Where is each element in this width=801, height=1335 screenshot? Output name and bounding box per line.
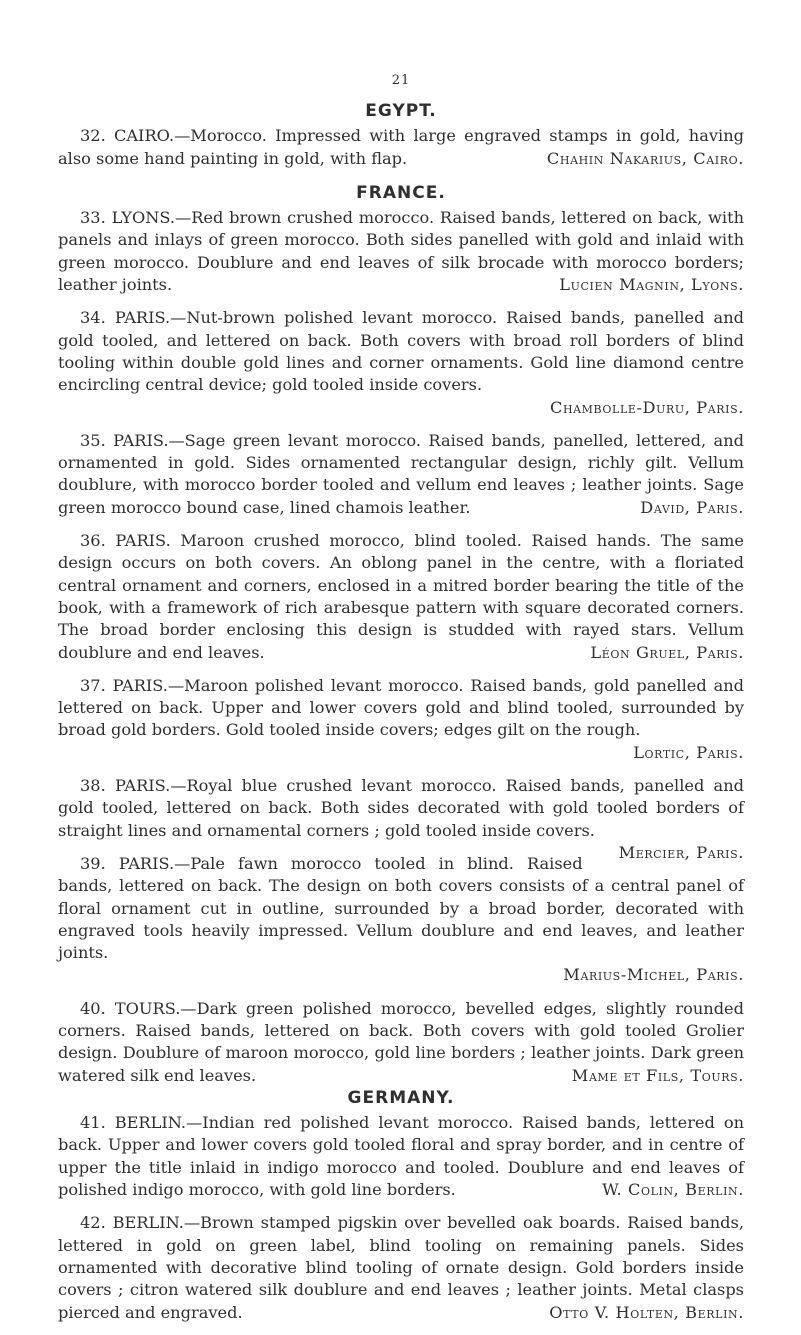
- entry-attribution: Chahin Nakarius, Cairo.: [546, 148, 744, 168]
- section-heading-france: FRANCE.: [356, 182, 446, 203]
- entry-attribution: Mercier, Paris.: [618, 842, 744, 862]
- entry-attribution: Lucien Magnin, Lyons.: [559, 275, 744, 295]
- catalogue-entry-37: [58, 675, 744, 764]
- catalogue-entry-33: [58, 207, 744, 296]
- entry-attribution: David, Paris.: [640, 497, 744, 517]
- entry-number: 40.: [80, 998, 106, 1018]
- entry-number: 34.: [80, 308, 106, 328]
- entry-attribution: Lortic, Paris.: [633, 742, 744, 762]
- catalogue-entry-40: [58, 998, 744, 1087]
- entry-text: PARIS.—Sage green levant morocco. Raised bands, panelled, lettered, and ornamented in gold. Sides ornamented rectangular design, richly gilt. Vellum doublure, with morocco border tooled and vellum end leaves ; leather joints. Sage green morocco bound case, lined chamois leather.: [58, 430, 744, 517]
- entry-attribution: Chambolle-Duru, Paris.: [549, 397, 744, 417]
- entry-number: 36.: [80, 531, 106, 551]
- entry-attribution: Léon Gruel, Paris.: [590, 642, 744, 662]
- entry-number: 35.: [80, 430, 106, 450]
- entry-attribution: W. Colin, Berlin.: [602, 1180, 744, 1200]
- catalogue-entry-42: [58, 1212, 744, 1323]
- entry-number: 42.: [80, 1213, 106, 1233]
- entry-text: CAIRO.—Morocco. Impressed with large engraved stamps in gold, having also some hand painting in gold, with flap.: [58, 126, 744, 168]
- catalogue-entry-39: [58, 853, 744, 987]
- entry-number: 37.: [80, 675, 106, 695]
- entry-number: 38.: [80, 776, 106, 796]
- entry-number: 32.: [80, 126, 106, 146]
- entry-attribution: Mame et Fils, Tours.: [571, 1065, 744, 1085]
- entry-number: 39.: [80, 853, 106, 873]
- catalogue-entry-38: [58, 775, 744, 862]
- entry-text: PARIS.—Maroon polished levant morocco. Raised bands, gold panelled and lettered on back. Upper and lower covers gold and blind tooled, surrounded by broad gold borders. Gold tooled inside covers; edges gilt on the rough.: [58, 675, 745, 740]
- entry-text: PARIS. Maroon crushed morocco, blind tooled. Raised hands. The same design occurs on both covers. An oblong panel in the centre, with a floriated central ornament and corners, enclosed in a mitred border bearing the title of the book, with a framework of rich arabesque pattern with square decorated corners. The broad border enclosing this design is studded with rayed stars. Vellum doublure and end leaves.: [58, 531, 744, 662]
- entry-text: BERLIN.—Brown stamped pigskin over bevelled oak boards. Raised bands, lettered in gold on green label, blind tooling on remaining panels. Sides ornamented with decorative blind tooling of ornate design. Gold borders inside covers ; citron watered silk doublure and end leaves ; leather joints. Metal clasps pierced and engraved.: [58, 1213, 744, 1322]
- catalogue-entry-32: [58, 125, 744, 170]
- catalogue-entry-35: [58, 430, 744, 519]
- catalogue-entry-34: [58, 307, 744, 418]
- entry-text: BERLIN.—Indian red polished levant morocco. Raised bands, lettered on back. Upper and lower covers gold tooled floral and spray border, and in centre of upper the title inlaid in indigo morocco and tooled. Doublure and end leaves of polished indigo morocco, with gold line borders.: [58, 1113, 745, 1200]
- document-page: [58, 0, 744, 1335]
- catalogue-entry-36: [58, 530, 744, 664]
- entry-text: TOURS.—Dark green polished morocco, bevelled edges, slightly rounded corners. Raised bands, lettered on back. Both covers with gold tooled Grolier design. Doublure of maroon morocco, gold line borders ; leather joints. Dark green watered silk end leaves.: [58, 998, 744, 1085]
- entry-text: PARIS.—Pale fawn morocco tooled in blind. Raised bands, lettered on back. The design on both covers consists of a central panel of floral ornament cut in outline, surrounded by a broad border, decorated with engraved tools heavily impressed. Vellum doublure and end leaves, and leather joints.: [58, 853, 744, 963]
- catalogue-entry-41: [58, 1112, 744, 1201]
- entry-number: 41.: [80, 1113, 106, 1133]
- entry-number: 33.: [80, 208, 106, 228]
- section-heading-germany: GERMANY.: [347, 1087, 455, 1108]
- entry-text: PARIS.—Royal blue crushed levant morocco. Raised bands, panelled and gold tooled, lettered on back. Both sides decorated with gold tooled borders of straight lines and ornamental corners ; gold tooled inside covers.: [58, 776, 744, 840]
- entry-attribution: Marius-Michel, Paris.: [563, 965, 744, 985]
- section-heading-egypt: EGYPT.: [365, 101, 437, 121]
- entry-text: LYONS.—Red brown crushed morocco. Raised bands, lettered on back, with panels and inlays of green morocco. Both sides panelled with gold and inlaid with green morocco. Doublure and end leaves of silk brocade with morocco borders; leather joints.: [58, 208, 744, 295]
- page-number: 21: [391, 73, 411, 88]
- entry-attribution: Otto V. Holten, Berlin.: [549, 1302, 744, 1322]
- entry-text: PARIS.—Nut-brown polished levant morocco. Raised bands, panelled and gold tooled, and lettered on back. Both covers with broad roll borders of blind tooling within double gold lines and corner ornaments. Gold line diamond centre encircling central device; gold tooled inside covers.: [58, 308, 744, 395]
